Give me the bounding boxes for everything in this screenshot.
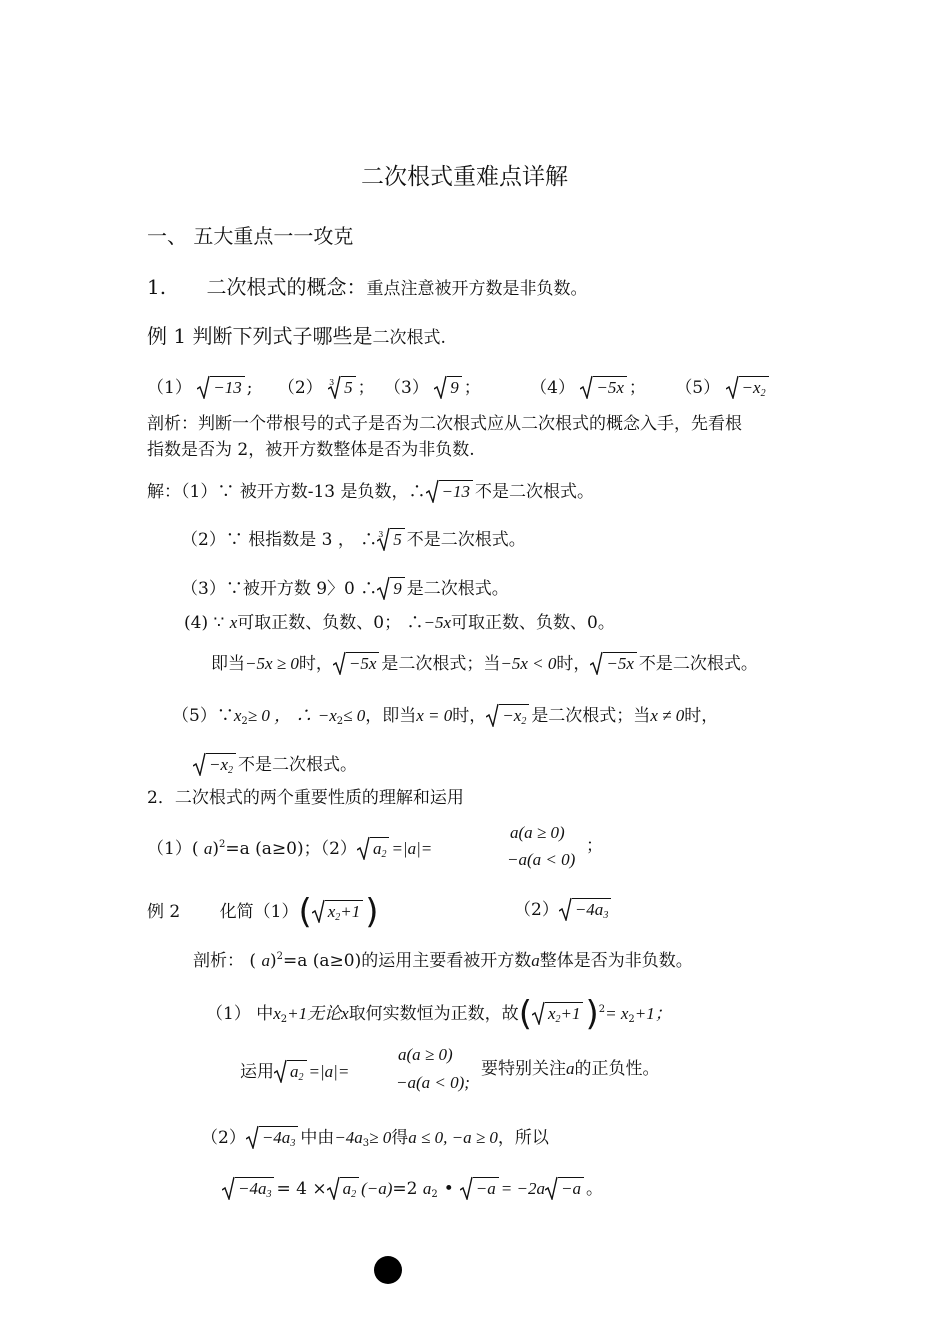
analysis2-line1: 剖析： ( a)$^2$=a (a≥0)的运用主要看被开方数a整体是否为非负数。 bbox=[193, 951, 693, 971]
example1-tail: 二次根式. bbox=[372, 328, 446, 348]
case-positive-2: a(a ≥ 0) bbox=[398, 1045, 453, 1064]
radical-3: 9 bbox=[434, 376, 462, 397]
radical: a2 bbox=[274, 1060, 307, 1081]
solution-4-cont: 即当−5x ≥ 0时， −5x 是二次根式；当−5x < 0时， −5x 不是二次根式。 bbox=[211, 654, 758, 674]
radical: −13 bbox=[426, 480, 473, 501]
case-negative: −a(a < 0) bbox=[507, 850, 576, 869]
analysis2-line5: −4a3 = 4 × a2 (−a)=2 a2 • −a = −2a −a 。 bbox=[222, 1177, 603, 1198]
properties-semicolon: ； bbox=[586, 836, 603, 856]
section-heading: 一、 五大重点一一攻克 bbox=[147, 224, 354, 248]
solution-4: (4) ∵ x可取正数、负数、0； ∴−5x可取正数、负数、0。 bbox=[184, 613, 615, 633]
radical: x2+1 bbox=[532, 1002, 584, 1023]
radical: 9 bbox=[377, 577, 405, 598]
example1-items: （1） −13 ; （2） 3 5 ； （3） 9 ； （4） −5x ； （5） −x2 bbox=[147, 376, 771, 397]
case-positive: a(a ≥ 0) bbox=[510, 823, 565, 842]
analysis2-line4: （2） −4a3 中由−4a3≥ 0得a ≤ 0, −a ≥ 0，所以 bbox=[201, 1128, 549, 1149]
radical: a2 bbox=[327, 1177, 360, 1198]
radical: 3 5 bbox=[377, 528, 405, 549]
radical: −x2 bbox=[486, 704, 529, 725]
example2-part2: （2） −4a3 bbox=[514, 898, 613, 919]
radical-2: 3 5 bbox=[328, 376, 356, 397]
solution-3: （3）∵被开方数 9〉0 ∴ 9 是二次根式。 bbox=[181, 579, 509, 599]
item1-number: 1. bbox=[147, 275, 167, 299]
solution-5-cont: −x2 不是二次根式。 bbox=[193, 753, 357, 774]
analysis2-line2: （1） 中x2+1无论x取何实数恒为正数，故( x2+1 )$^2$= x2+1； bbox=[206, 994, 672, 1034]
solution-5: （5）∵x2≥ 0 ， ∴ −x2≤ 0，即当x = 0时， −x2 是二次根式；当x ≠ 0时， bbox=[172, 706, 719, 727]
page-title: 二次根式重难点详解 bbox=[361, 164, 568, 190]
item1-heading bbox=[147, 277, 587, 298]
label-5: （5） bbox=[675, 378, 721, 398]
example1-lead: 例 1 判断下列式子哪些是 bbox=[147, 324, 373, 348]
analysis2-line3-tail: 要特别关注a的正负性。 bbox=[481, 1059, 660, 1079]
label-4: （4） bbox=[530, 378, 575, 398]
page-dot-marker bbox=[374, 1256, 402, 1284]
analysis2-line3: 运用 a2 =|a|= bbox=[240, 1062, 350, 1083]
radical: −4a3 bbox=[246, 1126, 298, 1147]
radical-1: −13 bbox=[197, 376, 244, 397]
example1-heading bbox=[147, 326, 446, 347]
radical: −a bbox=[545, 1177, 584, 1198]
analysis1-line1: 剖析：判断一个带根号的式子是否为二次根式应从二次根式的概念入手，先看根 bbox=[147, 414, 742, 434]
properties-line: （1）( a)$^2$=a (a≥0)；（2） a2 =|a|= bbox=[147, 839, 433, 860]
radical: −a bbox=[460, 1177, 499, 1198]
case-negative-2: −a(a < 0); bbox=[396, 1073, 470, 1092]
example2-line: 例 2 化简（1）( x2+1 ) bbox=[147, 892, 379, 932]
radical: a2 bbox=[357, 837, 390, 858]
label-1: （1） bbox=[147, 378, 192, 398]
item1-note: 重点注意被开方数是非负数。 bbox=[366, 279, 588, 299]
solution-2: （2）∵ 根指数是 3 ， ∴ 3 5 不是二次根式。 bbox=[181, 530, 526, 550]
radical: −5x bbox=[333, 652, 380, 673]
item2-heading: 2．二次根式的两个重要性质的理解和运用 bbox=[147, 788, 464, 808]
item1-title: 二次根式的概念： bbox=[206, 275, 367, 299]
radical-4: −5x bbox=[580, 376, 627, 397]
radical-5: −x2 bbox=[726, 376, 769, 397]
radical: −4a3 bbox=[559, 898, 611, 919]
radical: x2+1 bbox=[312, 900, 364, 921]
radical: −4a3 bbox=[222, 1177, 274, 1198]
radical: −x2 bbox=[193, 753, 236, 774]
solution-1: 解：（1）∵ 被开方数-13 是负数，∴ −13 不是二次根式。 bbox=[147, 482, 594, 502]
analysis1-line2: 指数是否为 2，被开方数整体是否为非负数. bbox=[147, 440, 475, 460]
label-3: （3） bbox=[384, 378, 429, 398]
radical: −5x bbox=[590, 652, 637, 673]
label-2: （2） bbox=[277, 378, 323, 398]
